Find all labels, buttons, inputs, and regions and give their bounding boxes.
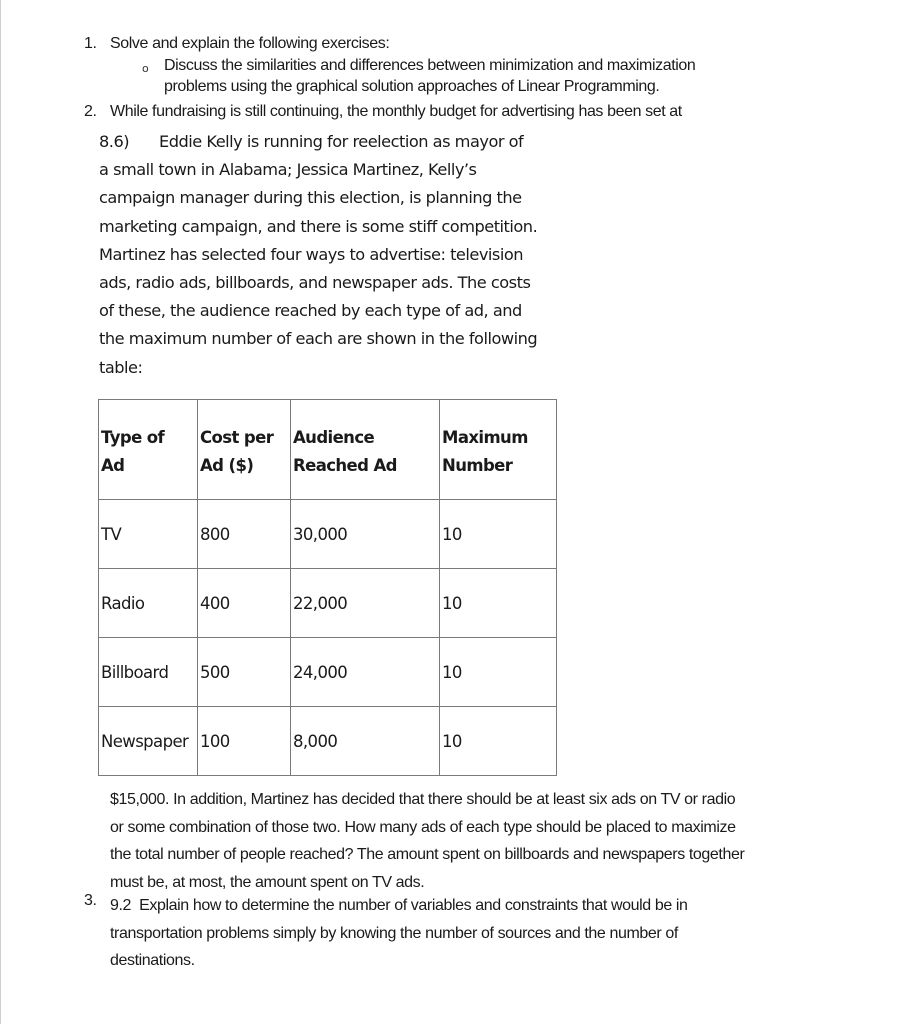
header-type-of-ad: Type of Ad: [99, 400, 198, 500]
continuation-line: $15,000. In addition, Martinez has decided that there should be at least six ads on TV or radio: [110, 791, 736, 808]
continuation-line: or some combination of those two. How many ads of each type should be placed to maximize: [110, 818, 736, 836]
cell-audience: 8,000: [291, 707, 440, 776]
excerpt-line: ads, radio ads, billboards, and newspaper ads. The costs: [99, 273, 531, 293]
problem-excerpt: [99, 128, 569, 382]
item-text: Solve and explain the following exercises:: [110, 35, 390, 52]
header-cost-per-ad: Cost per Ad ($): [198, 400, 291, 500]
table-row: [99, 500, 557, 569]
cell-maximum: 10: [440, 638, 557, 707]
cell-type: Billboard: [99, 638, 198, 707]
table-row: [99, 707, 557, 776]
table-row: [99, 638, 557, 707]
cell-maximum: 10: [440, 500, 557, 569]
table-row: [99, 569, 557, 638]
cell-cost: 800: [198, 500, 291, 569]
item-2-continuation: [110, 786, 744, 896]
item-3-line: 9.2 Explain how to determine the number of variables and constraints that would be in: [110, 897, 688, 914]
cell-type: TV: [99, 500, 198, 569]
advertising-table: [98, 399, 557, 776]
sub-item-line: Discuss the similarities and differences between minimization and maximization: [164, 57, 696, 74]
continuation-line: must be, at most, the amount spent on TV ads.: [110, 873, 425, 891]
cell-cost: 100: [198, 707, 291, 776]
item-number: 2.: [84, 103, 97, 120]
item-3-line: destinations.: [110, 952, 195, 969]
cell-cost: 500: [198, 638, 291, 707]
cell-maximum: 10: [440, 707, 557, 776]
excerpt-line: table:: [99, 357, 143, 377]
circle-bullet-icon: o: [142, 62, 149, 75]
header-audience-reached: Audience Reached Ad: [291, 400, 440, 500]
item-intro: While fundraising is still continuing, the monthly budget for advertising has been set at: [110, 103, 682, 120]
excerpt-line: a small town in Alabama; Jessica Martinez, Kelly’s: [99, 160, 477, 180]
cell-cost: 400: [198, 569, 291, 638]
cell-maximum: 10: [440, 569, 557, 638]
cell-audience: 24,000: [291, 638, 440, 707]
sub-item-line: problems using the graphical solution approaches of Linear Programming.: [164, 78, 660, 95]
excerpt-line: campaign manager during this election, is planning the: [99, 188, 522, 208]
excerpt-line: marketing campaign, and there is some stiff competition.: [99, 216, 538, 236]
item-number: 3.: [84, 892, 97, 909]
header-maximum-number: Maximum Number: [440, 400, 557, 500]
cell-type: Radio: [99, 569, 198, 638]
excerpt-line: the maximum number of each are shown in the following: [99, 329, 538, 349]
continuation-line: the total number of people reached? The amount spent on billboards and newspapers together: [110, 846, 745, 863]
item-3-text: [110, 892, 688, 975]
excerpt-line: of these, the audience reached by each type of ad, and: [99, 301, 522, 321]
cell-type: Newspaper: [99, 707, 198, 776]
excerpt-line: Eddie Kelly is running for reelection as mayor of: [159, 132, 524, 151]
cell-audience: 22,000: [291, 569, 440, 638]
table-header-row: [99, 400, 557, 500]
item-3-line: transportation problems simply by knowing the number of sources and the number of: [110, 924, 678, 942]
page-edge: [0, 0, 1, 1024]
problem-number: 8.6): [99, 132, 130, 151]
excerpt-line: Martinez has selected four ways to advertise: television: [99, 244, 524, 264]
cell-audience: 30,000: [291, 500, 440, 569]
item-number: 1.: [84, 35, 97, 52]
